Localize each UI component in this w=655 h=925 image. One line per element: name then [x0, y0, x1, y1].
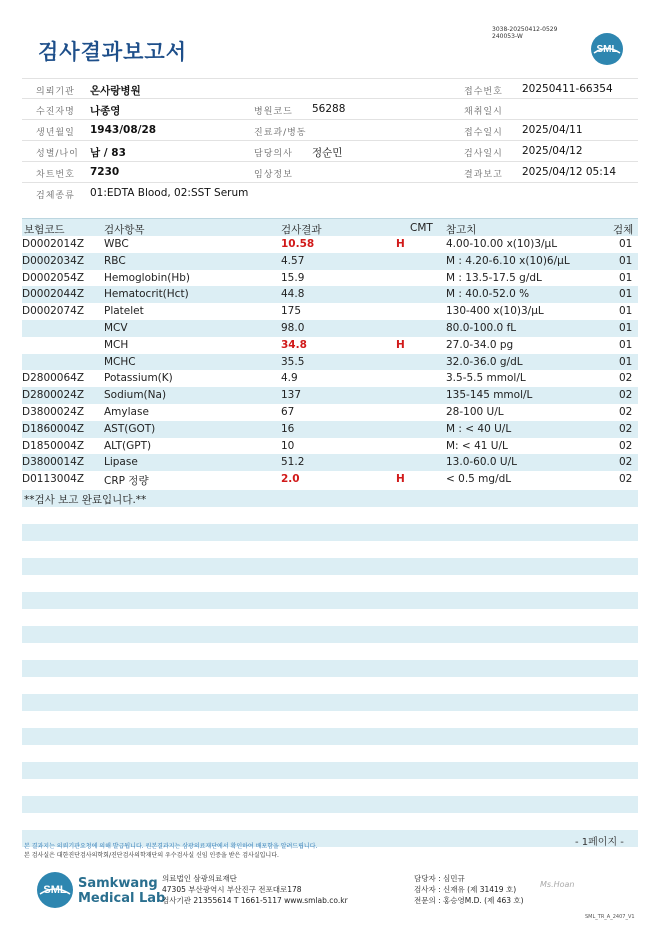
- test-result: 34.8: [281, 338, 307, 351]
- empty-stripe: [22, 558, 638, 575]
- info-row: [22, 99, 638, 120]
- empty-stripe: [22, 762, 638, 779]
- reference-range: M : 4.20-6.10 x(10)6/μL: [446, 254, 570, 267]
- reference-range: 130-400 x(10)3/μL: [446, 305, 544, 318]
- test-item: MCV: [104, 321, 128, 334]
- table-row: [22, 471, 638, 488]
- empty-stripe: [22, 694, 638, 711]
- specimen-code: 01: [619, 288, 633, 301]
- header-cmt: CMT: [410, 222, 433, 234]
- reference-range: 135-145 mmol/L: [446, 389, 533, 402]
- insurance-code: D3800024Z: [22, 405, 85, 418]
- table-row: [22, 370, 638, 387]
- high-flag: H: [396, 238, 405, 250]
- sml-logo-text: SML: [596, 44, 618, 55]
- table-row: [22, 253, 638, 270]
- reference-range: 27.0-34.0 pg: [446, 338, 514, 351]
- disclaimer-line2: 본 검사실은 대한진단검사의학회/진단검사의학재단의 우수검사실 신임 인증을 받은 검사실입니다.: [24, 852, 279, 859]
- brand-name-line1: Samkwang: [78, 876, 158, 891]
- test-item: Platelet: [104, 305, 144, 318]
- info-value: 2025/04/12: [522, 145, 583, 157]
- specimen-code: 01: [619, 238, 633, 250]
- insurance-code: D0002014Z: [22, 238, 85, 250]
- specimen-code: 02: [619, 405, 633, 418]
- table-row: [22, 320, 638, 337]
- form-number: SML_TR_A_2407_V1: [585, 914, 635, 920]
- insurance-code: D0002034Z: [22, 254, 85, 267]
- high-flag: H: [396, 338, 405, 351]
- table-row: [22, 354, 638, 371]
- info-value: 2025/04/12 05:14: [522, 166, 617, 178]
- insurance-code: D0113004Z: [22, 473, 85, 486]
- staff-line3: 전문의 : 홍승영M.D. (제 463 호): [414, 896, 524, 905]
- specimen-code: 02: [619, 389, 633, 402]
- info-label: 결과보고: [464, 170, 503, 180]
- header-test-item: 검사항목: [104, 224, 145, 236]
- header-reference: 참고치: [446, 224, 477, 236]
- empty-stripe: [22, 524, 638, 541]
- test-result: 35.5: [281, 355, 305, 368]
- info-value: 56288: [312, 103, 346, 115]
- specimen-code: 01: [619, 338, 633, 351]
- address-line2: 47305 부산광역시 부산진구 전포대로178: [162, 885, 302, 894]
- signature: Ms.Hoan: [540, 880, 575, 889]
- insurance-code: D0002044Z: [22, 288, 85, 301]
- sml-logo-icon: [590, 32, 624, 66]
- reference-range: 32.0-36.0 g/dL: [446, 355, 523, 368]
- insurance-code: D0002054Z: [22, 271, 85, 284]
- sml-footer-logo-text: SML: [43, 884, 67, 896]
- info-label: 성별/나이: [36, 149, 79, 159]
- test-result: 51.2: [281, 456, 305, 469]
- specimen-code: 01: [619, 355, 633, 368]
- high-flag: H: [396, 473, 405, 486]
- test-result: 15.9: [281, 271, 305, 284]
- insurance-code: D1860004Z: [22, 422, 85, 435]
- test-result: 67: [281, 405, 295, 418]
- table-row: [22, 337, 638, 354]
- info-value: 나종영: [90, 105, 121, 117]
- test-item: AST(GOT): [104, 422, 156, 435]
- test-item: Potassium(K): [104, 372, 173, 385]
- staff-line2: 검사자 : 신재유 (제 31419 호): [414, 885, 517, 894]
- staff-line1: 담당자 : 심민규: [414, 874, 465, 883]
- insurance-code: D2800064Z: [22, 372, 85, 385]
- reference-range: 4.00-10.00 x(10)3/μL: [446, 238, 558, 250]
- header-insurance-code: 보험코드: [24, 224, 65, 236]
- test-item: Hematocrit(Hct): [104, 288, 189, 301]
- document-code-line1: 3038-20250412-0529: [492, 26, 558, 33]
- specimen-code: 01: [619, 305, 633, 318]
- reference-range: M: < 41 U/L: [446, 439, 508, 452]
- info-label: 생년월일: [36, 128, 75, 138]
- table-row: [22, 454, 638, 471]
- reference-range: < 0.5 mg/dL: [446, 473, 512, 486]
- info-label: 검체종류: [36, 191, 75, 201]
- table-row: [22, 438, 638, 455]
- test-item: MCH: [104, 338, 129, 351]
- info-label: 병원코드: [254, 107, 293, 117]
- info-value: 온사랑병원: [90, 85, 141, 97]
- sml-footer-logo-icon: [36, 871, 74, 909]
- test-result: 175: [281, 305, 302, 318]
- test-result: 4.57: [281, 254, 305, 267]
- insurance-code: D1850004Z: [22, 439, 85, 452]
- specimen-code: 01: [619, 271, 633, 284]
- info-value: 남 / 83: [90, 147, 126, 159]
- info-label: 담당의사: [254, 149, 293, 159]
- reference-range: M : 13.5-17.5 g/dL: [446, 271, 542, 284]
- test-item: WBC: [104, 238, 129, 250]
- info-label: 수진자명: [36, 107, 75, 117]
- test-result: 2.0: [281, 473, 300, 486]
- info-label: 접수일시: [464, 128, 503, 138]
- reference-range: M : < 40 U/L: [446, 422, 512, 435]
- info-row: [22, 120, 638, 141]
- test-item: CRP 정량: [104, 475, 149, 488]
- test-item: Hemoglobin(Hb): [104, 271, 191, 284]
- test-result: 4.9: [281, 372, 298, 385]
- info-value: 20250411-66354: [522, 83, 613, 95]
- table-row: [22, 387, 638, 404]
- empty-stripe: [22, 660, 638, 677]
- specimen-code: 01: [619, 321, 633, 334]
- empty-stripe: [22, 796, 638, 813]
- report-title: 검사결과보고서: [38, 40, 188, 64]
- reference-range: M : 40.0-52.0 %: [446, 288, 530, 301]
- info-row: [22, 183, 638, 204]
- info-label: 검사일시: [464, 149, 503, 159]
- test-result: 10: [281, 439, 295, 452]
- result-table-body: [22, 236, 638, 488]
- test-result: 98.0: [281, 321, 305, 334]
- table-row: [22, 286, 638, 303]
- brand-name-line2: Medical Lab: [78, 891, 166, 906]
- info-value: 2025/04/11: [522, 124, 583, 136]
- empty-stripe: [22, 728, 638, 745]
- info-label: 차트번호: [36, 170, 75, 180]
- table-row: [22, 404, 638, 421]
- info-label: 채취일시: [464, 107, 503, 117]
- header-specimen: 검체: [613, 224, 634, 236]
- empty-stripe: [22, 592, 638, 609]
- address-line3: 검사기관 21355614 T 1661-5117 www.smlab.co.kr: [162, 896, 348, 905]
- info-row: [22, 78, 638, 99]
- report-complete-note: **검사 보고 완료입니다.**: [24, 494, 147, 506]
- info-value: 정순민: [312, 147, 343, 159]
- info-row: [22, 162, 638, 183]
- info-label: 접수번호: [464, 87, 503, 97]
- page-number: - 1페이지 -: [575, 837, 624, 848]
- empty-stripe: [22, 626, 638, 643]
- info-value: 01:EDTA Blood, 02:SST Serum: [90, 187, 249, 199]
- reference-range: 28-100 U/L: [446, 405, 504, 418]
- patient-info-section: [22, 78, 638, 204]
- table-row: [22, 421, 638, 438]
- insurance-code: D0002074Z: [22, 305, 85, 318]
- info-label: 의뢰기관: [36, 87, 75, 97]
- test-item: RBC: [104, 254, 126, 267]
- document-code-line2: 240053-W: [492, 33, 523, 40]
- specimen-code: 02: [619, 422, 633, 435]
- disclaimer-line1: 본 결과지는 의뢰기관요청에 의해 발급됩니다. 원본결과지는 삼광의료재단에서 확인하여 배포함을 알려드립니다.: [24, 843, 318, 850]
- info-label: 진료과/병동: [254, 128, 307, 138]
- test-item: ALT(GPT): [104, 439, 152, 452]
- test-result: 10.58: [281, 238, 315, 250]
- specimen-code: 02: [619, 372, 633, 385]
- info-value: 1943/08/28: [90, 124, 157, 136]
- info-value: 7230: [90, 166, 120, 178]
- insurance-code: D2800024Z: [22, 389, 85, 402]
- table-row: [22, 303, 638, 320]
- test-result: 16: [281, 422, 295, 435]
- test-item: Sodium(Na): [104, 389, 167, 402]
- table-row: [22, 270, 638, 287]
- info-label: 임상정보: [254, 170, 293, 180]
- document-code: [492, 26, 557, 40]
- test-item: MCHC: [104, 355, 136, 368]
- test-item: Lipase: [104, 456, 138, 469]
- reference-range: 13.0-60.0 U/L: [446, 456, 517, 469]
- reference-range: 80.0-100.0 fL: [446, 321, 517, 334]
- header-test-result: 검사결과: [281, 224, 322, 236]
- table-row: [22, 236, 638, 253]
- specimen-code: 01: [619, 254, 633, 267]
- result-table-header: [22, 218, 638, 236]
- specimen-code: 02: [619, 473, 633, 486]
- test-item: Amylase: [104, 405, 149, 418]
- insurance-code: D3800014Z: [22, 456, 85, 469]
- specimen-code: 02: [619, 439, 633, 452]
- info-row: [22, 141, 638, 162]
- reference-range: 3.5-5.5 mmol/L: [446, 372, 526, 385]
- test-result: 44.8: [281, 288, 305, 301]
- specimen-code: 02: [619, 456, 633, 469]
- test-result: 137: [281, 389, 302, 402]
- address-line1: 의료법인 삼광의료재단: [162, 874, 237, 883]
